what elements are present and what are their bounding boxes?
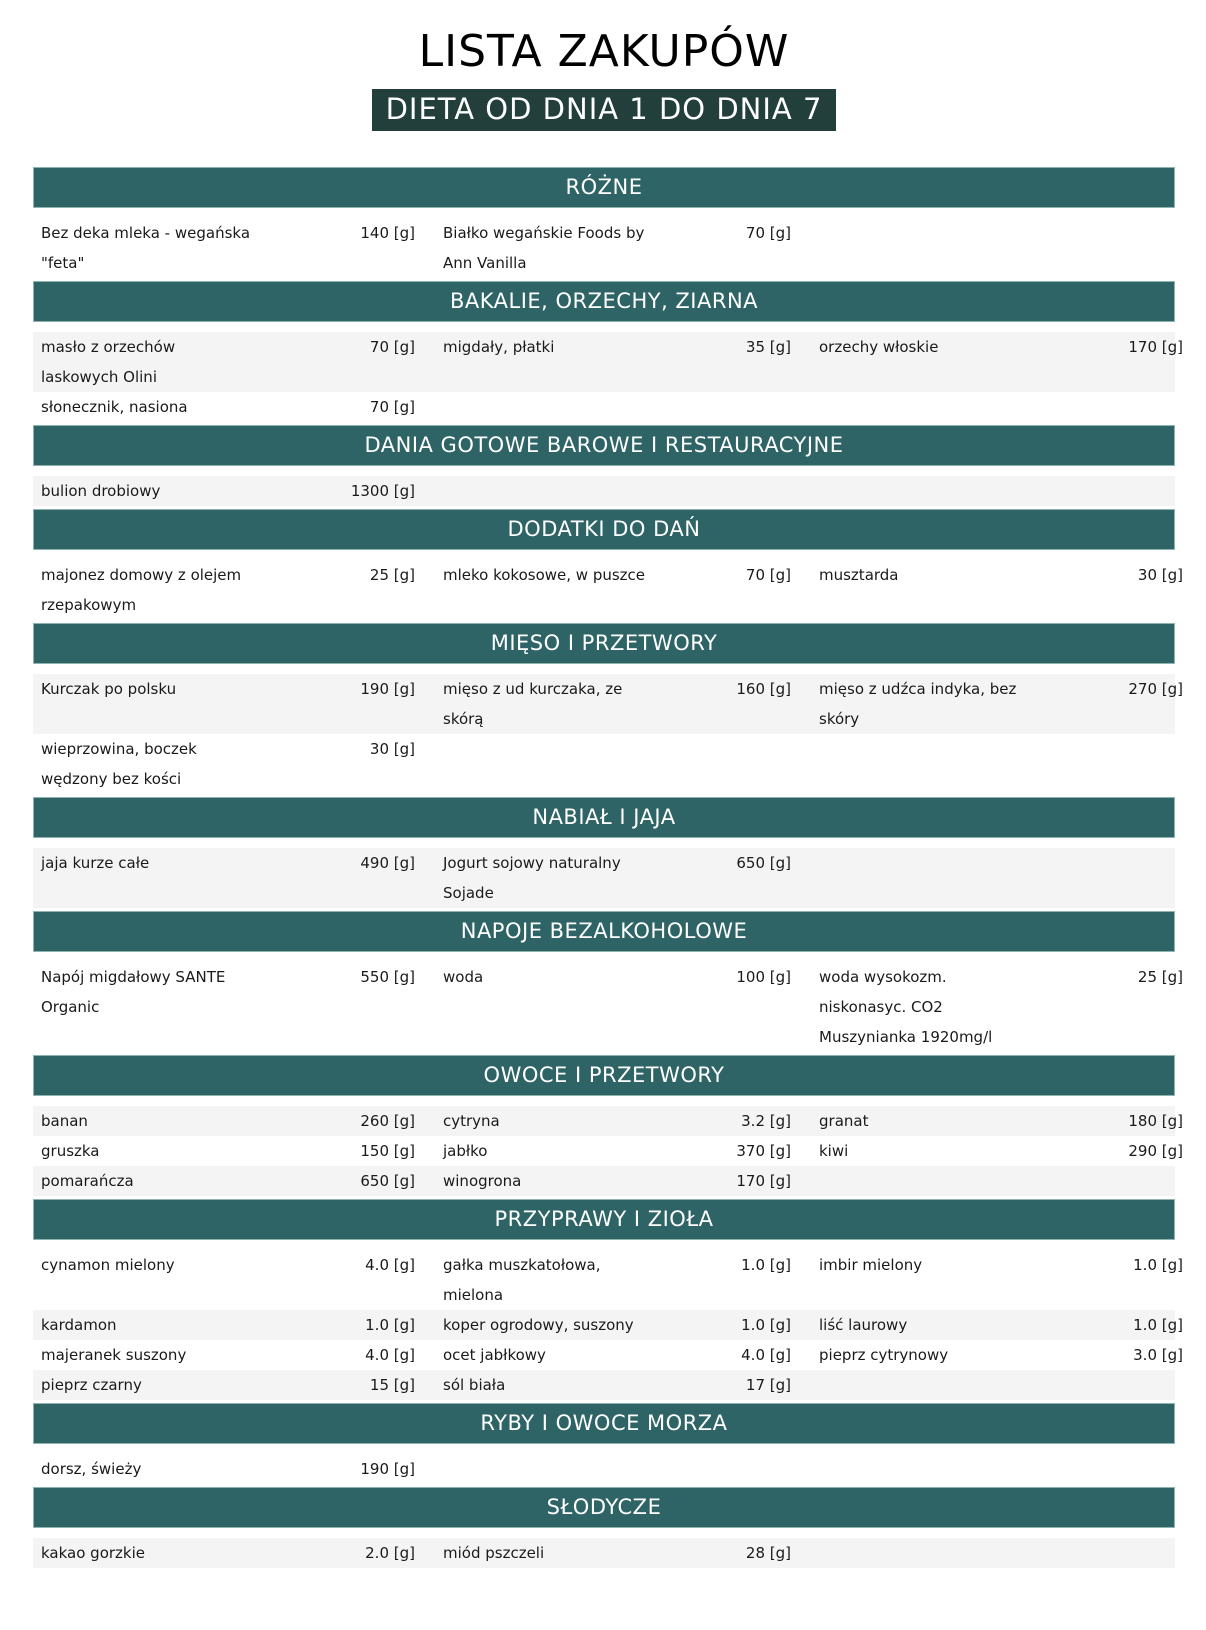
item-name [819,734,1034,794]
item-name: masło z orzechów laskowych Olini [41,338,176,386]
item-quantity: 35 [g] [745,338,791,356]
item-quantity [1071,392,1183,422]
item-name: mięso z ud kurczaka, ze skórą [443,680,623,728]
item-name: Kurczak po polsku [41,680,177,698]
item-name: kakao gorzkie [41,1544,145,1562]
item-name [819,218,1034,278]
section-header: DANIA GOTOWE BAROWE I RESTAURACYJNE [33,425,1175,466]
item-row [33,476,1175,506]
item-name: liść laurowy [819,1316,908,1334]
item-quantity: 260 [g] [360,1112,415,1130]
item-name: Białko wegańskie Foods by Ann Vanilla [443,224,645,272]
item-quantity: 490 [g] [360,854,415,872]
item-name [819,1166,1034,1196]
column-gap [415,1370,443,1400]
column-gap [791,392,819,422]
item-quantity: 25 [g] [1137,968,1183,986]
item-quantity: 28 [g] [745,1544,791,1562]
item-name: imbir mielony [819,1256,923,1274]
item-name: Jogurt sojowy naturalny Sojade [443,854,621,902]
item-row [33,962,1183,1052]
item-quantity: 140 [g] [360,224,415,242]
item-quantity: 25 [g] [369,566,415,584]
column-gap [791,1310,819,1340]
item-row [33,332,1183,392]
item-row [33,392,1175,422]
item-quantity: 70 [g] [745,224,791,242]
item-row [33,1250,1183,1310]
item-quantity: 30 [g] [369,740,415,758]
item-quantity: 150 [g] [360,1142,415,1160]
column-gap [791,332,819,392]
item-quantity: 270 [g] [1128,680,1183,698]
sections [33,167,1183,1568]
item-name: woda wysokozm. niskonasyc. CO2 Muszynianka 1920mg/l [819,968,993,1046]
item-name [819,1454,1034,1484]
item-name: miód pszczeli [443,1544,545,1562]
item-name [443,476,658,506]
item-name: kiwi [819,1142,849,1160]
item-name: orzechy włoskie [819,338,939,356]
item-quantity: 550 [g] [360,968,415,986]
column-gap [415,674,443,734]
column-gap [415,332,443,392]
section-rows [33,466,1175,506]
item-name [819,848,1034,908]
section-header: DODATKI DO DAŃ [33,509,1175,550]
section-rows [33,1096,1183,1196]
item-quantity: 2.0 [g] [365,1544,415,1562]
section-rows [33,1444,1175,1484]
item-quantity: 650 [g] [736,854,791,872]
section-header: SŁODYCZE [33,1487,1175,1528]
column-gap [415,1340,443,1370]
item-quantity: 1.0 [g] [365,1316,415,1334]
item-name: słonecznik, nasiona [41,398,188,416]
item-name: migdały, płatki [443,338,555,356]
column-gap [791,674,819,734]
item-quantity [691,1454,791,1484]
column-gap [791,734,819,794]
item-row [33,1340,1183,1370]
column-gap [791,1166,819,1196]
column-gap [791,1538,819,1568]
page-title: LISTA ZAKUPÓW [418,26,790,77]
column-gap [415,560,443,620]
section-rows [33,1528,1175,1568]
item-row [33,560,1183,620]
item-quantity: 160 [g] [736,680,791,698]
section-rows [33,838,1175,908]
item-name: mleko kokosowe, w puszce [443,566,646,584]
item-quantity [1071,1538,1183,1568]
item-quantity [1071,848,1183,908]
section-header: OWOCE I PRZETWORY [33,1055,1175,1096]
item-name: cytryna [443,1112,500,1130]
column-gap [415,1166,443,1196]
column-gap [791,1250,819,1310]
section-header: MIĘSO I PRZETWORY [33,623,1175,664]
item-name: pieprz czarny [41,1376,142,1394]
item-quantity: 3.0 [g] [1133,1346,1183,1364]
column-gap [791,1106,819,1136]
item-name: ocet jabłkowy [443,1346,546,1364]
item-quantity [691,734,791,794]
item-row [33,1538,1175,1568]
item-name: granat [819,1112,869,1130]
item-name: musztarda [819,566,899,584]
item-name: bulion drobiowy [41,482,161,500]
item-quantity: 4.0 [g] [741,1346,791,1364]
item-row [33,674,1183,734]
item-quantity [1071,1454,1183,1484]
item-name: pieprz cytrynowy [819,1346,949,1364]
item-row [33,1454,1175,1484]
section-header: BAKALIE, ORZECHY, ZIARNA [33,281,1175,322]
section-rows [33,664,1183,794]
item-quantity: 15 [g] [369,1376,415,1394]
item-quantity [1071,218,1183,278]
column-gap [791,560,819,620]
item-row [33,1370,1175,1400]
diet-range-banner: DIETA OD DNIA 1 DO DNIA 7 [372,89,837,131]
item-quantity: 70 [g] [369,338,415,356]
item-row [33,218,1175,278]
item-row [33,848,1175,908]
item-name: banan [41,1112,88,1130]
column-gap [791,848,819,908]
column-gap [791,1370,819,1400]
item-quantity: 70 [g] [369,398,415,416]
section-rows [33,1240,1183,1400]
item-quantity: 170 [g] [1128,338,1183,356]
item-name: dorsz, świeży [41,1460,142,1478]
column-gap [415,1454,443,1484]
item-quantity: 30 [g] [1137,566,1183,584]
column-gap [415,476,443,506]
item-quantity: 1.0 [g] [1133,1256,1183,1274]
column-gap [415,1538,443,1568]
subtitle-wrap [33,89,1175,131]
item-name: Bez deka mleka - wegańska "feta" [41,224,251,272]
column-gap [791,1136,819,1166]
item-row [33,1166,1175,1196]
item-quantity: 170 [g] [736,1172,791,1190]
item-name: mięso z udźca indyka, bez skóry [819,680,1017,728]
item-name: gałka muszkatołowa, mielona [443,1256,601,1304]
item-quantity [1071,1370,1183,1400]
item-name [443,392,658,422]
item-name: kardamon [41,1316,117,1334]
column-gap [415,1310,443,1340]
column-gap [791,962,819,1052]
column-gap [415,848,443,908]
item-quantity [1071,1166,1183,1196]
section-rows [33,952,1183,1052]
section-rows [33,208,1175,278]
item-quantity: 1.0 [g] [741,1316,791,1334]
item-quantity: 1.0 [g] [741,1256,791,1274]
item-quantity: 290 [g] [1128,1142,1183,1160]
item-quantity: 4.0 [g] [365,1256,415,1274]
column-gap [415,1136,443,1166]
item-name: Napój migdałowy SANTE Organic [41,968,226,1016]
item-row [33,734,1175,794]
item-name: pomarańcza [41,1172,134,1190]
item-name: woda [443,968,484,986]
item-name [819,392,1034,422]
item-name: cynamon mielony [41,1256,175,1274]
column-gap [791,1340,819,1370]
section-header: RYBY I OWOCE MORZA [33,1403,1175,1444]
column-gap [415,1250,443,1310]
item-name [819,1538,1034,1568]
section-rows [33,322,1183,422]
section-rows [33,550,1183,620]
column-gap [415,1106,443,1136]
item-quantity: 17 [g] [745,1376,791,1394]
section-header: NAPOJE BEZALKOHOLOWE [33,911,1175,952]
column-gap [791,218,819,278]
item-name [443,1454,658,1484]
item-name: wieprzowina, boczek wędzony bez kości [41,740,197,788]
column-gap [415,962,443,1052]
item-name: winogrona [443,1172,522,1190]
column-gap [791,1454,819,1484]
item-quantity [691,476,791,506]
section-header: RÓŻNE [33,167,1175,208]
item-name: gruszka [41,1142,100,1160]
item-name: majonez domowy z olejem rzepakowym [41,566,242,614]
section-header: PRZYPRAWY I ZIOŁA [33,1199,1175,1240]
item-name: jaja kurze całe [41,854,150,872]
item-quantity: 190 [g] [360,680,415,698]
item-quantity: 650 [g] [360,1172,415,1190]
item-quantity: 4.0 [g] [365,1346,415,1364]
column-gap [415,218,443,278]
column-gap [415,734,443,794]
section-header: NABIAŁ I JAJA [33,797,1175,838]
item-quantity [691,392,791,422]
item-quantity: 100 [g] [736,968,791,986]
item-row [33,1106,1183,1136]
item-name: jabłko [443,1142,488,1160]
item-name [819,476,1034,506]
column-gap [791,476,819,506]
item-name [819,1370,1034,1400]
item-row [33,1310,1183,1340]
item-quantity: 1300 [g] [350,482,415,500]
item-quantity: 3.2 [g] [741,1112,791,1130]
item-name: majeranek suszony [41,1346,187,1364]
item-name [443,734,658,794]
item-quantity: 180 [g] [1128,1112,1183,1130]
item-quantity: 190 [g] [360,1460,415,1478]
item-name: koper ogrodowy, suszony [443,1316,634,1334]
item-quantity: 370 [g] [736,1142,791,1160]
item-quantity [1071,476,1183,506]
item-quantity: 70 [g] [745,566,791,584]
item-quantity [1071,734,1183,794]
item-quantity: 1.0 [g] [1133,1316,1183,1334]
column-gap [415,392,443,422]
item-row [33,1136,1183,1166]
item-name: sól biała [443,1376,506,1394]
